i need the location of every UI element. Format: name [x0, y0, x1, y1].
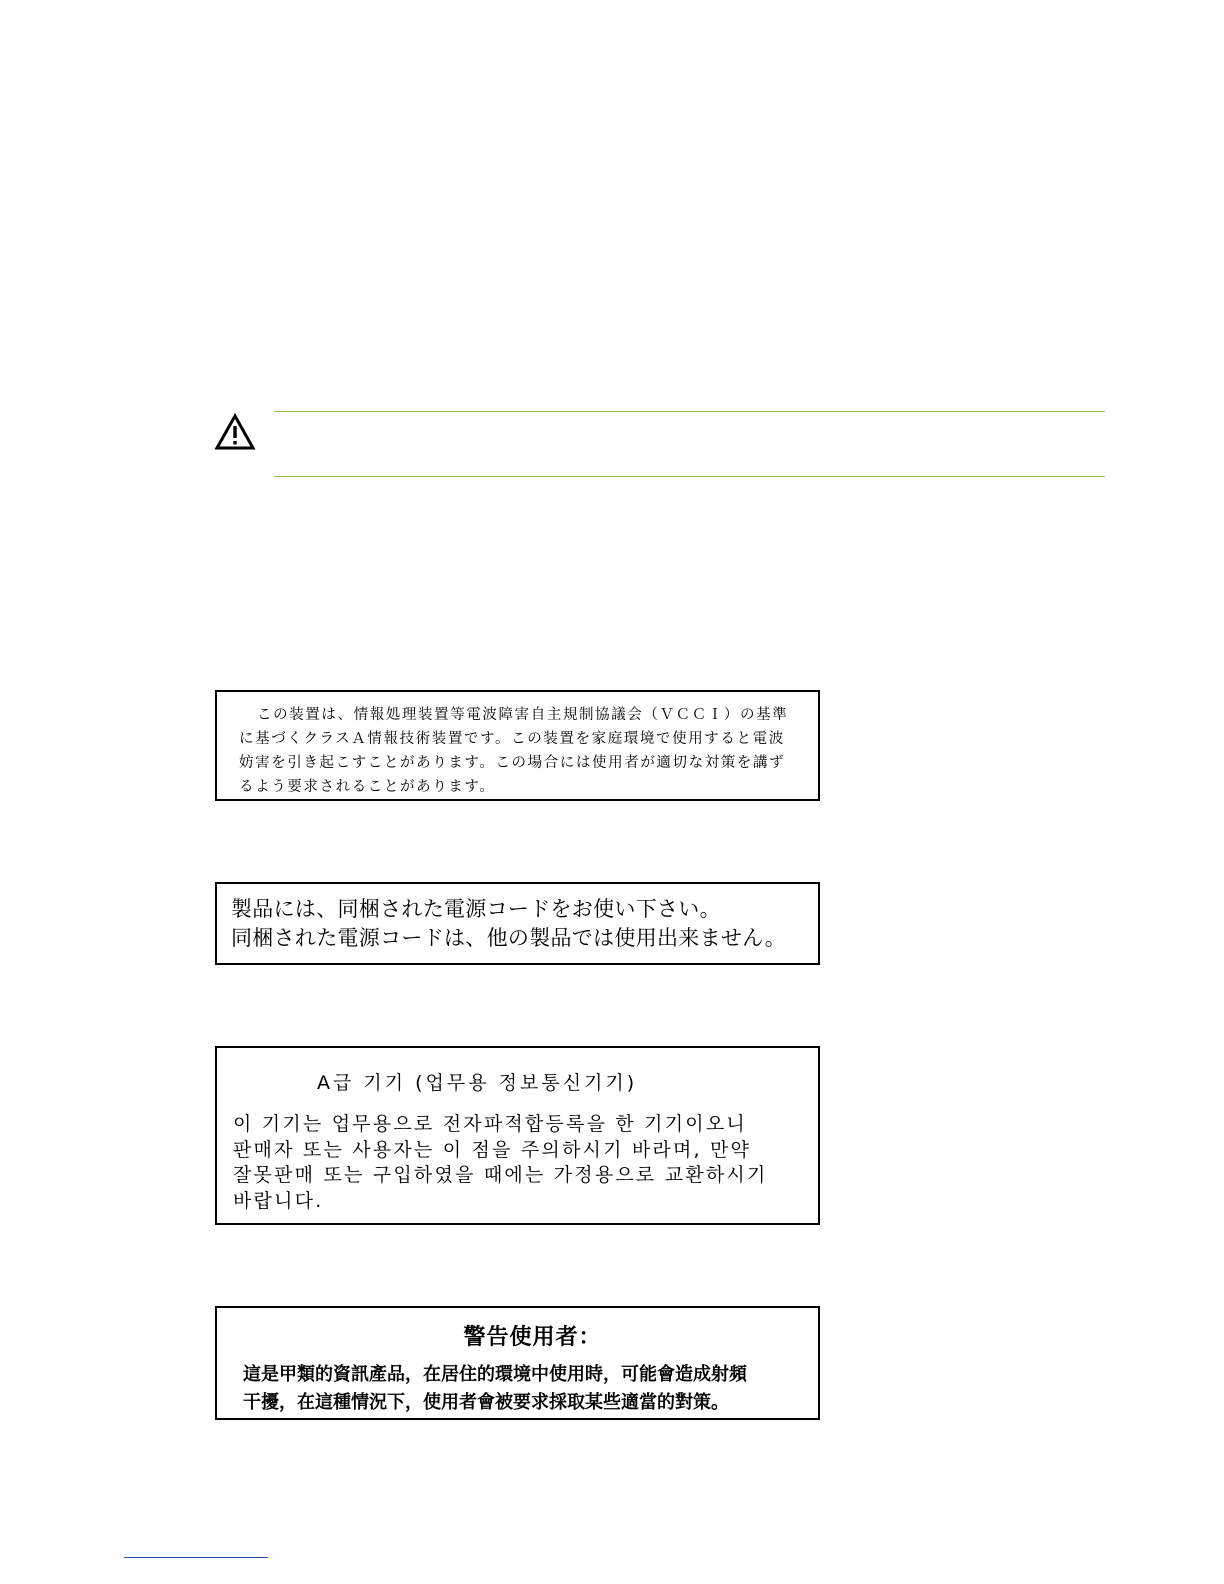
power-cord-notice-box — [215, 882, 820, 965]
korean-line: 판매자 또는 사용자는 이 점을 주의하시기 바라며, 만약 — [233, 1138, 752, 1161]
power-cord-line: 同梱された電源コードは、他の製品では使用出来ません。 — [231, 926, 787, 950]
taiwan-line: 這是甲類的資訊產品，在居住的環境中使用時，可能會造成射頻 — [243, 1364, 747, 1385]
korean-line: 바랍니다. — [233, 1189, 324, 1212]
vcci-line: に基づくクラスＡ情報技術装置です。この装置を家庭環境で使用すると電波 — [239, 731, 785, 747]
korean-notice-title: A급 기기 (업무용 정보통신기기) — [317, 1072, 638, 1094]
taiwan-notice-box — [215, 1306, 820, 1420]
korean-line: 이 기기는 업무용으로 전자파적합등록을 한 기기이오니 — [233, 1113, 747, 1135]
warning-triangle-icon — [214, 413, 256, 451]
taiwan-notice-title: 警告使用者： — [463, 1324, 602, 1350]
vcci-line: るよう要求されることがあります。 — [239, 779, 496, 795]
korean-notice-body — [233, 1112, 768, 1214]
power-cord-line: 製品には、同梱された電源コードをお使い下さい。 — [231, 897, 721, 921]
vcci-line: 妨害を引き起こすことがあります。この場合には使用者が適切な対策を講ず — [239, 755, 786, 771]
footer-link-rule — [124, 1557, 268, 1558]
vcci-notice-box — [215, 690, 820, 801]
taiwan-notice-body — [243, 1361, 747, 1417]
caution-bottom-rule — [274, 476, 1105, 477]
korean-notice-box — [215, 1046, 820, 1225]
taiwan-line: 干擾，在這種情況下，使用者會被要求採取某些適當的對策。 — [243, 1392, 729, 1413]
korean-line: 잘못판매 또는 구입하였을 때에는 가정용으로 교환하시기 — [233, 1164, 768, 1186]
caution-top-rule — [274, 411, 1105, 412]
vcci-line: この装置は、情報処理装置等電波障害自主規制協議会（ＶＣＣＩ）の基準 — [257, 707, 789, 723]
